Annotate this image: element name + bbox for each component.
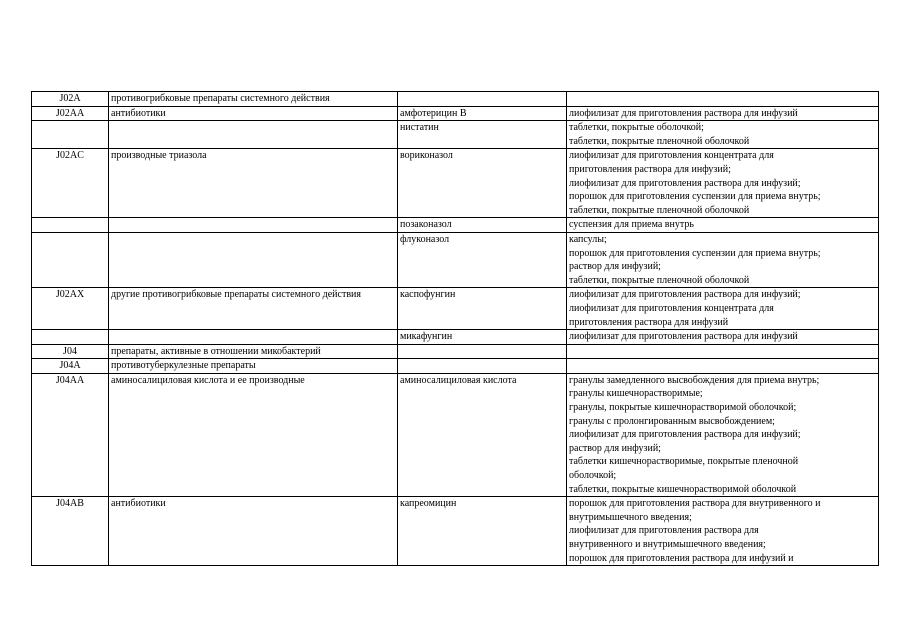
group-name-cell: противогрибковые препараты системного действия (109, 92, 398, 107)
table-row (32, 330, 879, 345)
table-row (32, 232, 879, 287)
substance-cell (398, 92, 567, 107)
substance-cell: флуконазол (398, 232, 567, 287)
dosage-forms-cell (567, 149, 879, 218)
dosage-form-line: лиофилизат для приготовления концентрата для (569, 302, 774, 314)
substance-cell: вориконазол (398, 149, 567, 218)
dosage-form-line: внутривенного и внутримышечного введения; (569, 539, 766, 550)
group-name-cell: противотуберкулезные препараты (109, 359, 398, 374)
atc-code-cell: J02AC (32, 149, 109, 218)
dosage-forms-cell (567, 373, 879, 496)
dosage-form-line: таблетки, покрытые пленочной оболочкой (569, 204, 750, 216)
group-name-cell: производные триазола (109, 149, 398, 218)
table-row (32, 497, 879, 566)
dosage-form-line: приготовления раствора для инфузий; (569, 163, 731, 175)
group-name-cell: антибиотики (109, 497, 398, 566)
dosage-forms-cell (567, 344, 879, 359)
dosage-forms-cell (567, 330, 879, 345)
substance-cell: позаконазол (398, 218, 567, 233)
table-row (32, 344, 879, 359)
dosage-forms-cell (567, 218, 879, 233)
dosage-form-line: лиофилизат для приготовления раствора для инфузий (569, 331, 798, 343)
dosage-form-line: таблетки, покрытые оболочкой; (569, 122, 704, 134)
table-row (32, 92, 879, 107)
table-row (32, 373, 879, 496)
dosage-form-line: лиофилизат для приготовления концентрата для (569, 150, 774, 162)
dosage-form-line: раствор для инфузий; (569, 261, 661, 273)
substance-cell: аминосалициловая кислота (398, 373, 567, 496)
group-name-cell: препараты, активные в отношении микобактерий (109, 344, 398, 359)
dosage-form-line: таблетки, покрытые кишечнорастворимой оболочкой (569, 483, 797, 495)
dosage-form-line: гранулы с пролонгированным высвобождением; (569, 415, 775, 427)
atc-code-cell (32, 330, 109, 345)
substance-cell (398, 344, 567, 359)
dosage-form-line: лиофилизат для приготовления раствора для инфузий; (569, 429, 801, 441)
dosage-form-line: оболочкой; (569, 470, 617, 482)
dosage-form-line: раствор для инфузий; (569, 442, 661, 454)
dosage-form-line: таблетки, покрытые пленочной оболочкой (569, 274, 750, 286)
dosage-form-line: приготовления раствора для инфузий (569, 316, 729, 328)
dosage-form-line: гранулы, покрытые кишечнорастворимой оболочкой; (569, 402, 797, 414)
table-row (32, 359, 879, 374)
atc-code-cell: J04A (32, 359, 109, 374)
substance-cell: каспофунгин (398, 288, 567, 330)
dosage-forms-cell (567, 288, 879, 330)
drug-classification-table (31, 91, 879, 566)
dosage-form-line: порошок для приготовления суспензии для приема внутрь; (569, 247, 821, 259)
atc-code-cell (32, 218, 109, 233)
substance-cell: нистатин (398, 121, 567, 149)
dosage-form-line: гранулы замедленного высвобождения для приема внутрь; (569, 374, 820, 386)
atc-code-cell (32, 121, 109, 149)
atc-code-cell: J02AA (32, 106, 109, 121)
atc-code-cell: J02A (32, 92, 109, 107)
dosage-forms-cell (567, 232, 879, 287)
dosage-form-line: лиофилизат для приготовления раствора для (569, 525, 759, 537)
dosage-form-line: порошок для приготовления раствора для внутривенного и (569, 498, 821, 510)
dosage-form-line: лиофилизат для приготовления раствора для инфузий; (569, 289, 801, 301)
dosage-form-line: суспензия для приема внутрь (569, 219, 694, 231)
substance-cell: капреомицин (398, 497, 567, 566)
table-row (32, 149, 879, 218)
atc-code-cell: J04AB (32, 497, 109, 566)
atc-code-cell: J02AX (32, 288, 109, 330)
dosage-form-line: лиофилизат для приготовления раствора для инфузий (569, 107, 798, 119)
table-row (32, 106, 879, 121)
group-name-cell: другие противогрибковые препараты системного действия (109, 288, 398, 330)
dosage-form-line: порошок для приготовления суспензии для приема внутрь; (569, 191, 821, 203)
group-name-cell (109, 330, 398, 345)
substance-cell: амфотерицин B (398, 106, 567, 121)
dosage-forms-cell (567, 497, 879, 566)
group-name-cell: аминосалициловая кислота и ее производные (109, 373, 398, 496)
dosage-forms-cell (567, 106, 879, 121)
group-name-cell: антибиотики (109, 106, 398, 121)
dosage-forms-cell (567, 121, 879, 149)
dosage-form-line: капсулы; (569, 233, 607, 245)
group-name-cell (109, 121, 398, 149)
dosage-forms-cell (567, 92, 879, 107)
table-row (32, 121, 879, 149)
table-row (32, 288, 879, 330)
dosage-form-line: таблетки кишечнорастворимые, покрытые пленочной (569, 456, 799, 468)
dosage-forms-cell (567, 359, 879, 374)
dosage-form-line: лиофилизат для приготовления раствора для инфузий; (569, 177, 801, 189)
table-row (32, 218, 879, 233)
atc-code-cell: J04 (32, 344, 109, 359)
dosage-form-line: таблетки, покрытые пленочной оболочкой (569, 135, 750, 147)
group-name-cell (109, 232, 398, 287)
atc-code-cell (32, 232, 109, 287)
dosage-form-line: порошок для приготовления раствора для инфузий и (569, 552, 794, 564)
substance-cell: микафунгин (398, 330, 567, 345)
dosage-form-line: внутримышечного введения; (569, 511, 692, 523)
group-name-cell (109, 218, 398, 233)
substance-cell (398, 359, 567, 374)
dosage-form-line: гранулы кишечнорастворимые; (569, 388, 703, 400)
atc-code-cell: J04AA (32, 373, 109, 496)
table-body (32, 92, 879, 566)
